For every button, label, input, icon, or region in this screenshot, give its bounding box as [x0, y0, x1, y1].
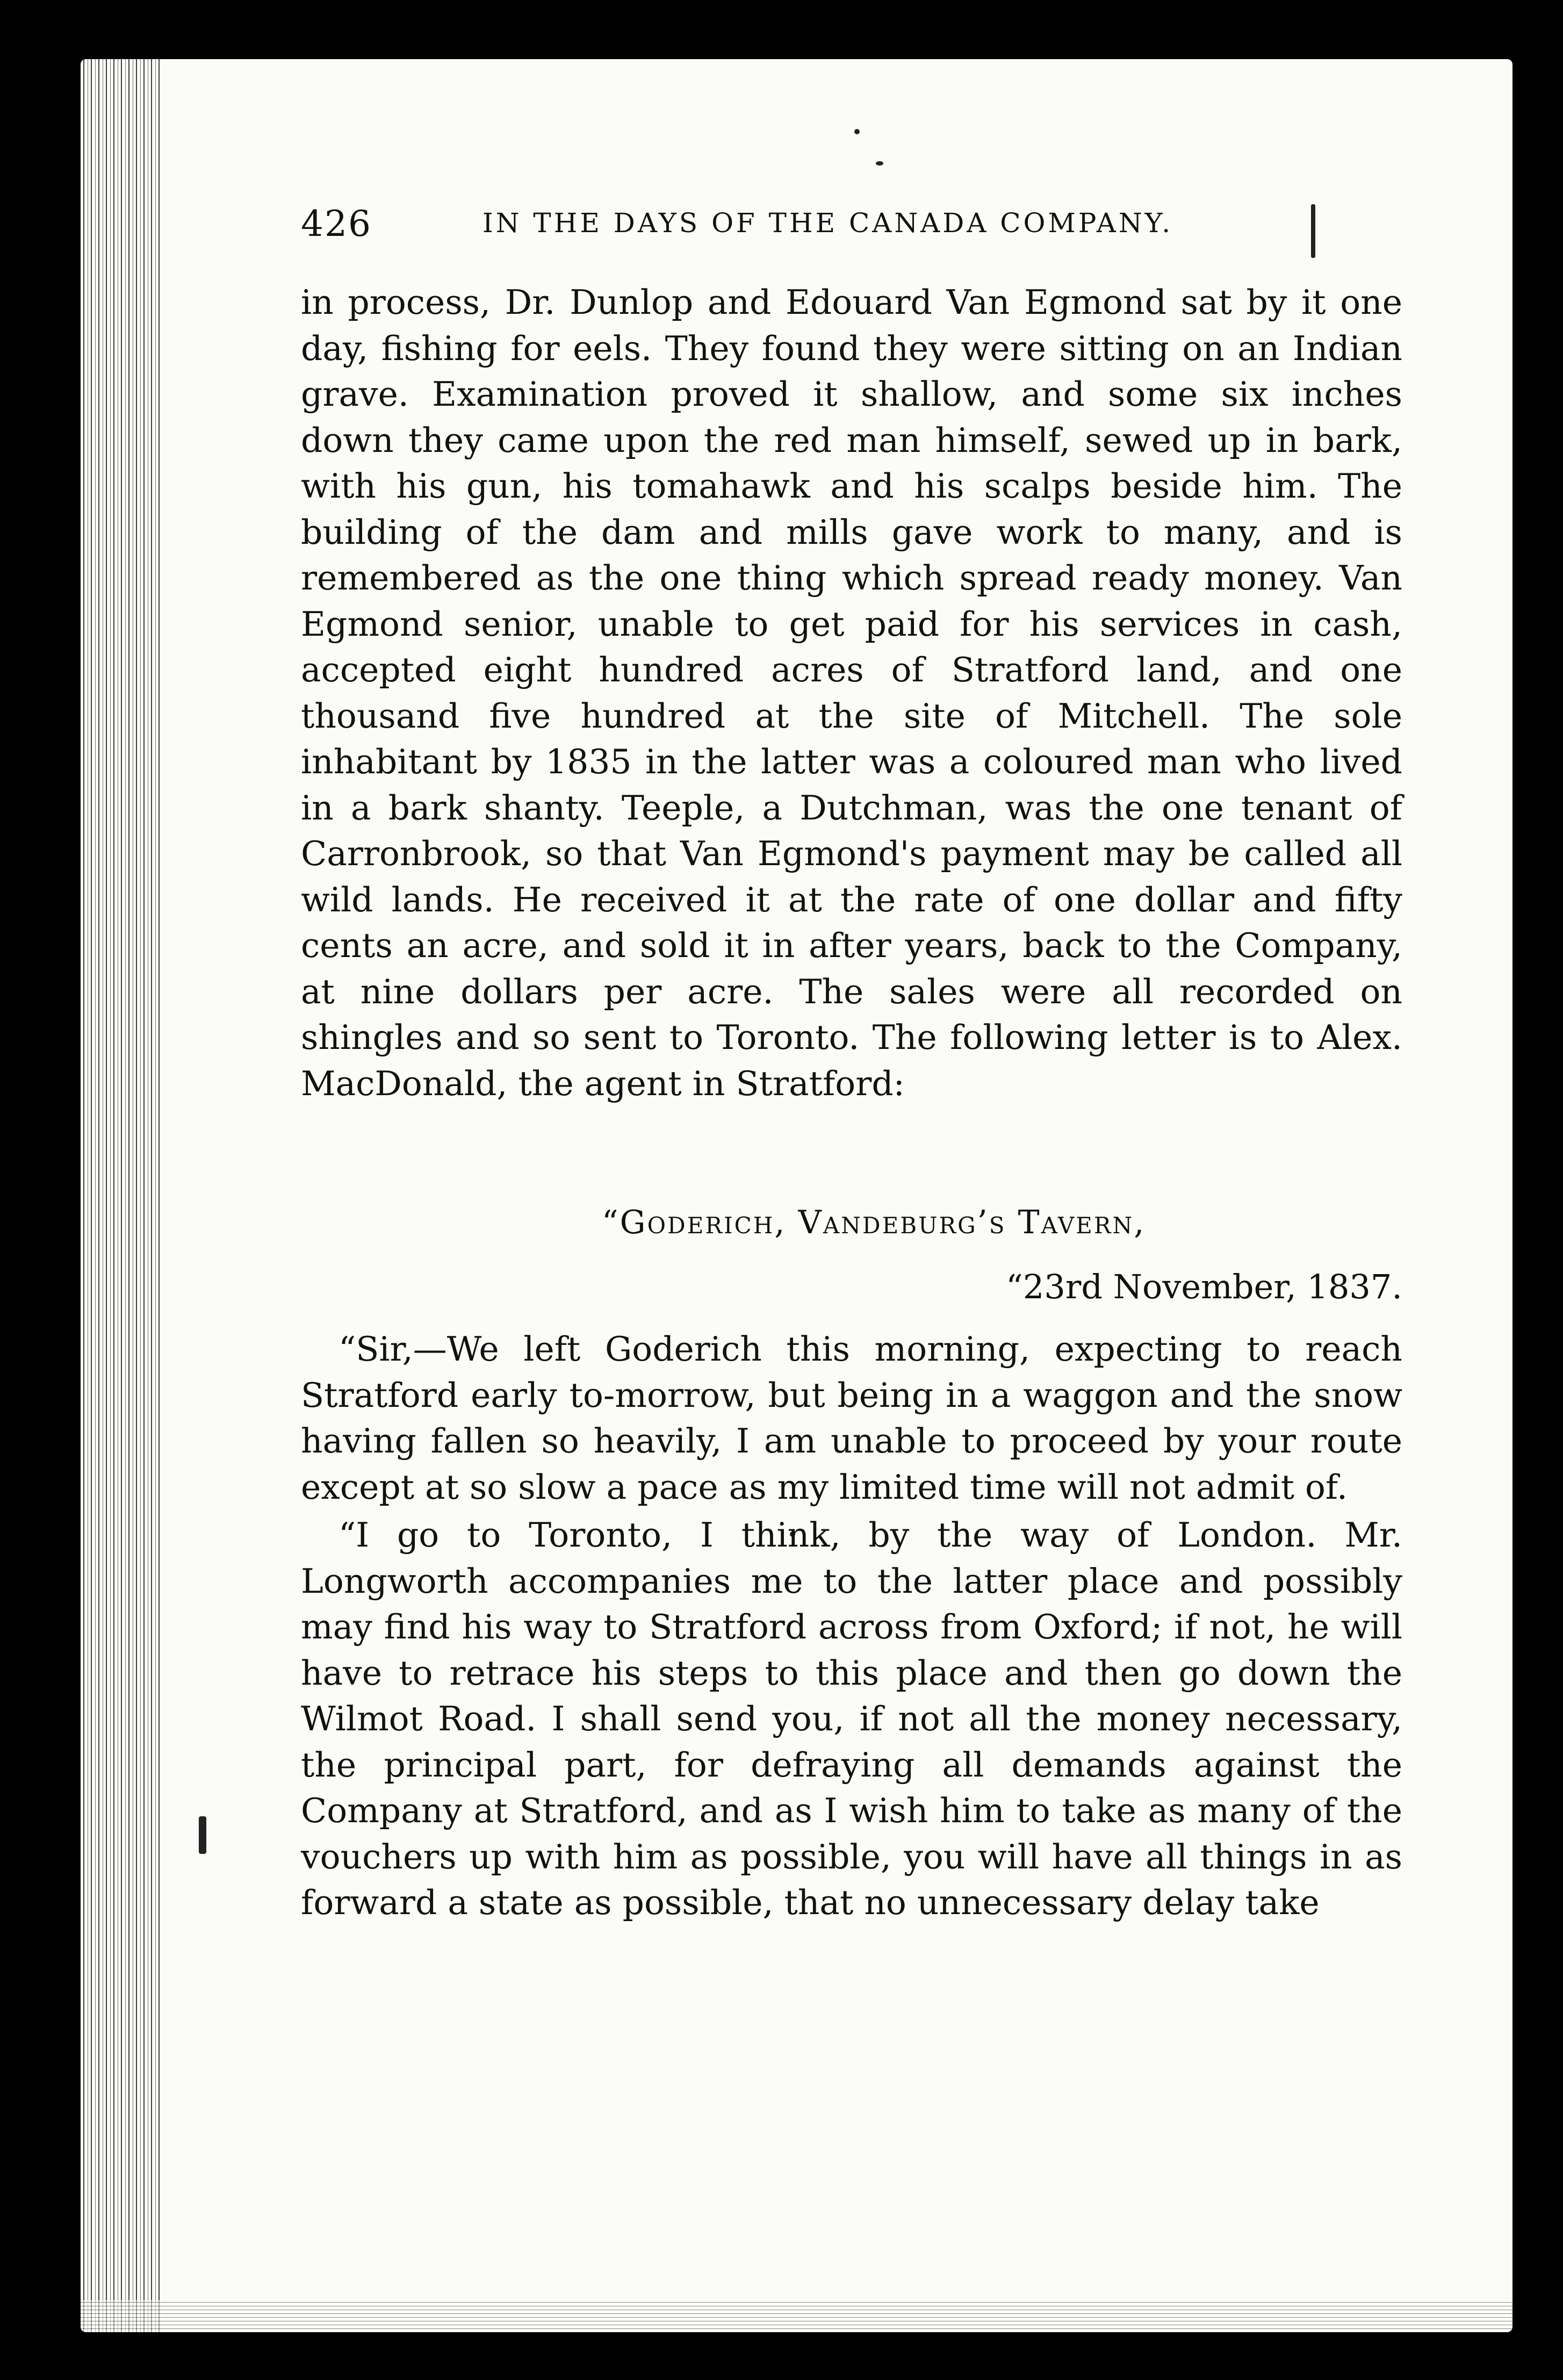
print-speck: [854, 129, 860, 134]
letter-paragraph: “I go to Toronto, I think, by the way of London. Mr. Longworth accompanies me to the latter place and possibly may find his way to Stratford across from Oxford; if not, he will have to retrace his steps to this place and then go down the Wilmot Road. I shall send you, if not all the money necessary, the principal part, for defraying all demands against the Company at Stratford, and as I wish him to take as many of the vouchers up with him as possible, you will have all things in as forward a state as possible, that no unnecessary delay take: [301, 1515, 1402, 1922]
body-text: [301, 279, 1402, 1106]
letter-dateline-date: “23rd November, 1837.: [1006, 1267, 1402, 1306]
print-speck: [199, 1816, 206, 1854]
page-number: 426: [301, 203, 372, 245]
page-bottom-edge: [81, 2300, 1512, 2332]
body-paragraph: in process, Dr. Dunlop and Edouard Van Egmond sat by it one day, fishing for eels. They found they were sitting on an Indian grave. Examination proved it shallow, and some six inches down they came upon the red man himself, sewed up in bark, with his gun, his tomahawk and his scalps beside him. The building of the dam and mills gave work to many, and is remembered as the one thing which spread ready money. Van Egmond senior, unable to get paid for his services in cash, accepted eight hundred acres of Stratford land, and one thousand five hundred at the site of Mitchell. The sole inhabitant by 1835 in the latter was a coloured man who lived in a bark shanty. Teeple, a Dutchman, was the one tenant of Carronbrook, so that Van Egmond's payment may be called all wild lands. He received it at the rate of one dollar and fifty cents an acre, and sold it in after years, back to the Company, at nine dollars per acre. The sales were all recorded on shingles and so sent to Toronto. The following letter is to Alex. MacDonald, the agent in Stratford:: [301, 283, 1402, 1103]
running-header: [301, 203, 1429, 268]
running-head-title: IN THE DAYS OF THE CANADA COMPANY.: [482, 207, 1173, 239]
letter-body: [301, 1326, 1402, 1926]
page-binding-edge: [81, 59, 161, 2332]
print-speck: [876, 161, 883, 166]
letter-paragraph: “Sir,—We left Goderich this morning, expecting to reach Stratford early to-morrow, but being in a waggon and the snow having fallen so heavily, I am unable to proceed by your route except at so slow a pace as my limited time will not admit of.: [301, 1329, 1402, 1507]
letter-dateline-place: “Goderich, Vandeburg’s Tavern,: [602, 1204, 1146, 1241]
